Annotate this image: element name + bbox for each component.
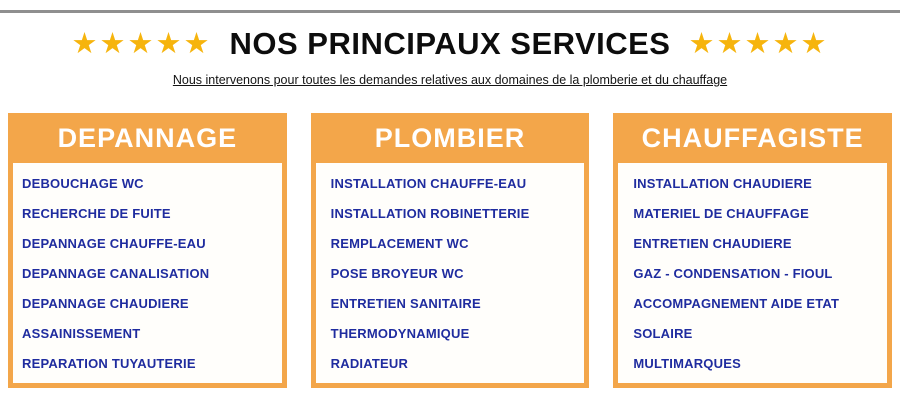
column-chauffagiste — [613, 113, 892, 388]
list-item: ENTRETIEN CHAUDIERE — [633, 235, 792, 251]
subtitle-row — [0, 71, 900, 87]
list-item: GAZ - CONDENSATION - FIOUL — [633, 265, 833, 281]
list-item: DEBOUCHAGE WC — [22, 175, 144, 191]
service-list — [13, 163, 282, 383]
list-item: INSTALLATION ROBINETTERIE — [330, 205, 530, 221]
list-item: MATERIEL DE CHAUFFAGE — [633, 205, 809, 221]
list-item: DEPANNAGE CHAUFFE-EAU — [22, 235, 206, 251]
list-item: SOLAIRE — [633, 325, 693, 341]
column-header: PLOMBIER — [374, 122, 526, 153]
list-item: RECHERCHE DE FUITE — [22, 205, 171, 221]
page-title: NOS PRINCIPAUX SERVICES — [229, 26, 671, 61]
list-item: ACCOMPAGNEMENT AIDE ETAT — [633, 295, 840, 311]
column-header: CHAUFFAGISTE — [641, 122, 864, 153]
service-list — [618, 163, 887, 383]
stars-left-icon: ★★★★★ — [71, 27, 212, 60]
list-item: MULTIMARQUES — [633, 355, 741, 371]
top-divider — [0, 10, 900, 13]
column-header: DEPANNAGE — [57, 122, 238, 153]
list-item: REPARATION TUYAUTERIE — [22, 355, 196, 371]
list-item: REMPLACEMENT WC — [330, 235, 469, 251]
list-item: RADIATEUR — [330, 355, 409, 371]
service-list — [316, 163, 585, 383]
service-columns — [0, 113, 900, 388]
stars-right-icon: ★★★★★ — [688, 27, 829, 60]
title-row — [0, 24, 900, 64]
list-item: ASSAINISSEMENT — [22, 325, 141, 341]
list-item: ENTRETIEN SANITAIRE — [330, 295, 481, 311]
list-item: DEPANNAGE CHAUDIERE — [22, 295, 189, 311]
column-depannage — [8, 113, 287, 388]
list-item: INSTALLATION CHAUDIERE — [633, 175, 813, 191]
list-item: POSE BROYEUR WC — [330, 265, 464, 281]
page-subtitle: Nous intervenons pour toutes les demandes relatives aux domaines de la plomberie et du chauffage — [172, 73, 728, 87]
list-item: THERMODYNAMIQUE — [330, 325, 470, 341]
column-plombier — [311, 113, 590, 388]
list-item: DEPANNAGE CANALISATION — [22, 265, 210, 281]
list-item: INSTALLATION CHAUFFE-EAU — [330, 175, 527, 191]
